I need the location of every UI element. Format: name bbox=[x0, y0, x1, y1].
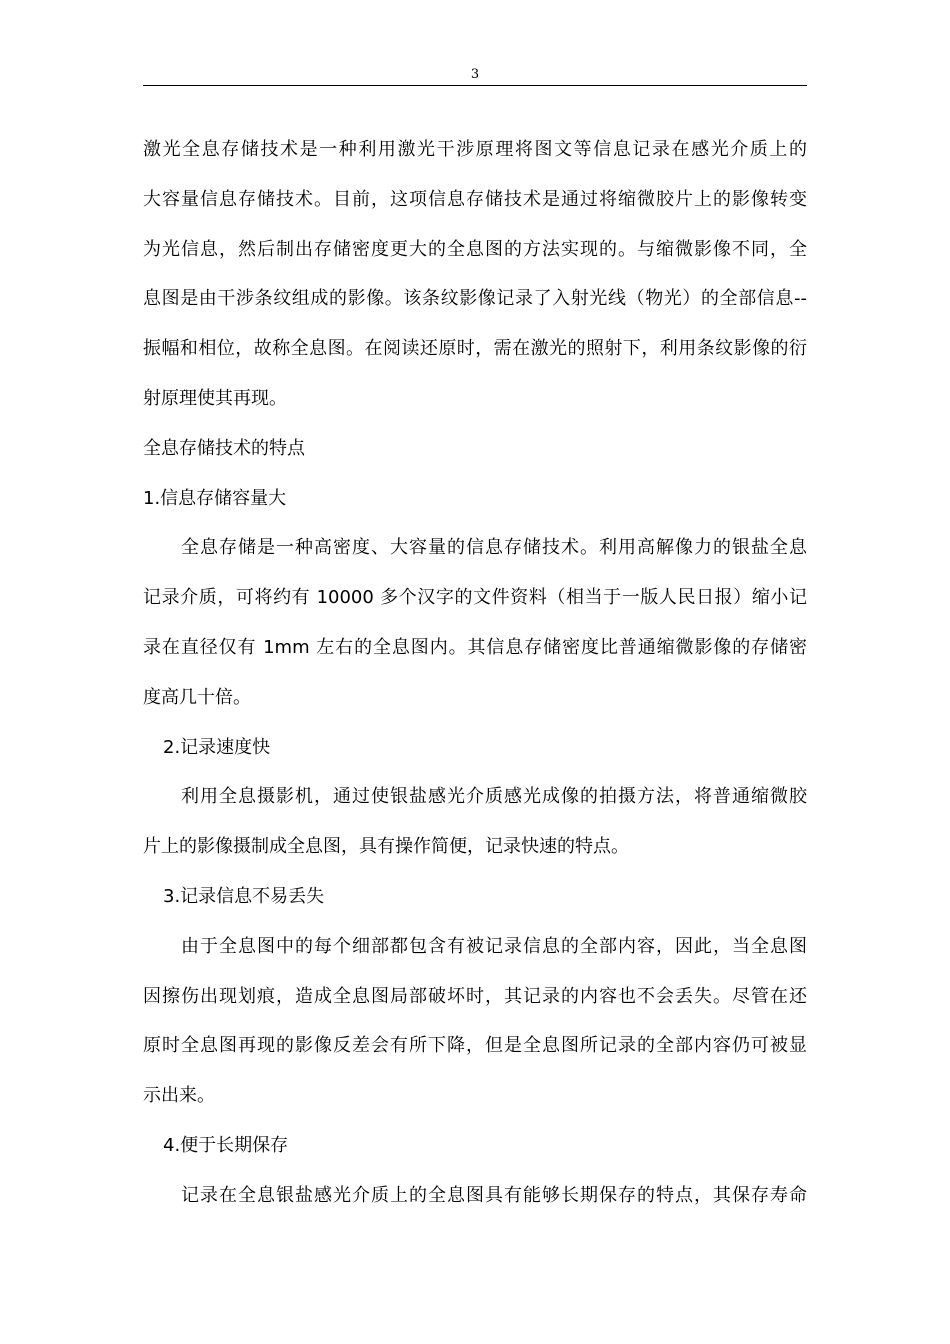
page-number: 3 bbox=[470, 67, 480, 82]
paragraph-line: 原时全息图再现的影像反差会有所下降，但是全息图所记录的全部内容仍可被显 bbox=[143, 1035, 807, 1057]
paragraph-line: 由于全息图中的每个细部都包含有被记录信息的全部内容，因此，当全息图 bbox=[181, 935, 807, 957]
document-body bbox=[143, 125, 807, 1221]
section-heading: 全息存储技术的特点 bbox=[143, 437, 305, 459]
subsection-heading: 4.便于长期保存 bbox=[163, 1134, 289, 1156]
subsection-heading: 3.记录信息不易丢失 bbox=[163, 885, 325, 907]
paragraph-line: 利用全息摄影机，通过使银盐感光介质感光成像的拍摄方法，将普通缩微胶 bbox=[181, 786, 807, 808]
paragraph-line: 记录在全息银盐感光介质上的全息图具有能够长期保存的特点，其保存寿命 bbox=[181, 1184, 807, 1206]
subsection-heading: 2.记录速度快 bbox=[163, 736, 271, 758]
paragraph-line: 射原理使其再现。 bbox=[143, 387, 287, 409]
header-rule bbox=[143, 85, 807, 86]
paragraph-line: 为光信息，然后制出存储密度更大的全息图的方法实现的。与缩微影像不同，全 bbox=[143, 238, 807, 260]
subsection-heading: 1.信息存储容量大 bbox=[143, 487, 287, 509]
paragraph-line: 激光全息存储技术是一种利用激光干涉原理将图文等信息记录在感光介质上的 bbox=[143, 139, 807, 160]
paragraph-line: 大容量信息存储技术。目前，这项信息存储技术是通过将缩微胶片上的影像转变 bbox=[143, 188, 807, 210]
paragraph-line: 度高几十倍。 bbox=[143, 686, 251, 708]
paragraph-line: 片上的影像摄制成全息图，具有操作简便，记录快速的特点。 bbox=[143, 836, 629, 858]
paragraph-line: 示出来。 bbox=[143, 1085, 215, 1107]
paragraph-line: 全息存储是一种高密度、大容量的信息存储技术。利用高解像力的银盐全息 bbox=[181, 537, 807, 559]
paragraph-line: 息图是由干涉条纹组成的影像。该条纹影像记录了入射光线（物光）的全部信息-- bbox=[143, 288, 807, 310]
paragraph-line: 振幅和相位，故称全息图。在阅读还原时，需在激光的照射下，利用条纹影像的衍 bbox=[143, 338, 807, 360]
paragraph-line: 因擦伤出现划痕，造成全息图局部破坏时，其记录的内容也不会丢失。尽管在还 bbox=[143, 985, 807, 1007]
paragraph-line: 记录介质，可将约有 10000 多个汉字的文件资料（相当于一版人民日报）缩小记 bbox=[143, 587, 807, 609]
paragraph-line: 录在直径仅有 1mm 左右的全息图内。其信息存储密度比普通缩微影像的存储密 bbox=[143, 636, 807, 658]
